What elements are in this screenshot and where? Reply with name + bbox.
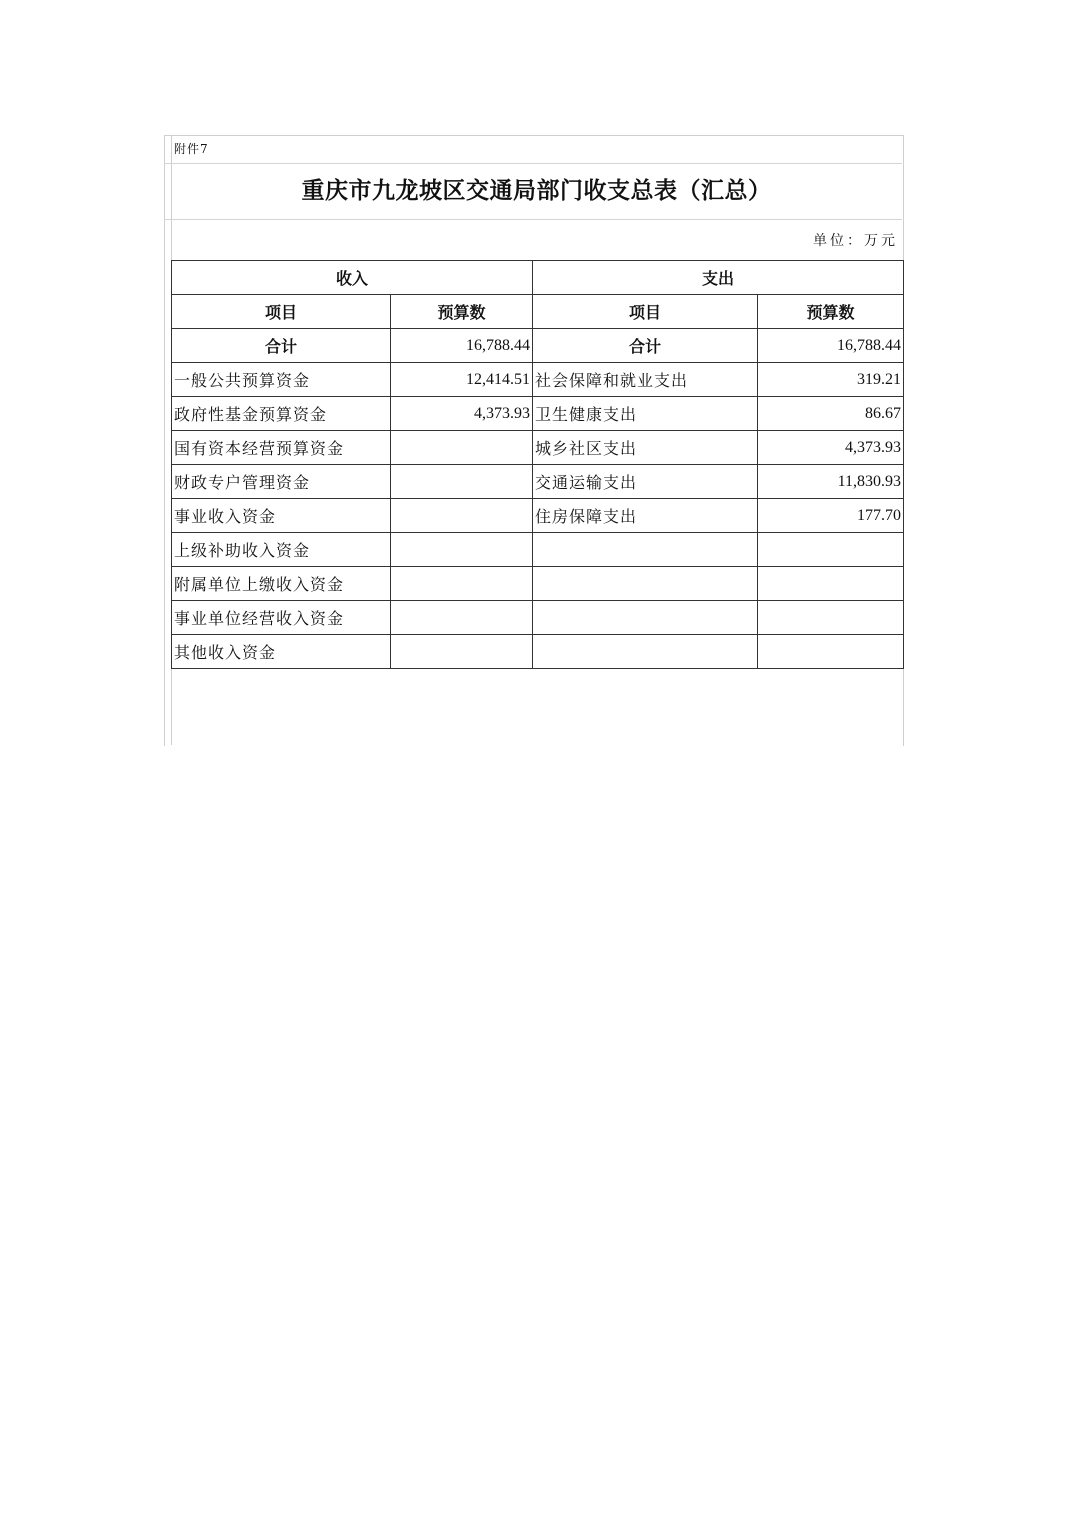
table-row [172, 465, 904, 499]
income-value [391, 533, 533, 567]
table-row [172, 397, 904, 431]
income-value [391, 499, 533, 533]
income-value: 4,373.93 [391, 397, 533, 431]
income-total-value: 16,788.44 [391, 329, 533, 363]
attachment-label: 附件7 [174, 142, 209, 156]
expense-value: 319.21 [758, 363, 904, 397]
expense-value: 177.70 [758, 499, 904, 533]
unit-label: 单位：万元 [813, 233, 898, 249]
income-value [391, 431, 533, 465]
income-item: 一般公共预算资金 [172, 363, 391, 397]
expense-item-header: 项目 [533, 295, 758, 329]
expense-value: 4,373.93 [758, 431, 904, 465]
income-item: 政府性基金预算资金 [172, 397, 391, 431]
expense-item [533, 635, 758, 669]
income-value: 12,414.51 [391, 363, 533, 397]
expense-item [533, 533, 758, 567]
income-total-label: 合计 [172, 329, 391, 363]
section-header-row [172, 261, 904, 295]
expense-value [758, 601, 904, 635]
table-row [172, 533, 904, 567]
income-item: 国有资本经营预算资金 [172, 431, 391, 465]
expense-total-label: 合计 [533, 329, 758, 363]
expense-total-value: 16,788.44 [758, 329, 904, 363]
income-value [391, 635, 533, 669]
expense-item: 交通运输支出 [533, 465, 758, 499]
total-row [172, 329, 904, 363]
page-title: 重庆市九龙坡区交通局部门收支总表（汇总） [301, 177, 772, 204]
income-item: 财政专户管理资金 [172, 465, 391, 499]
income-item: 其他收入资金 [172, 635, 391, 669]
income-value [391, 465, 533, 499]
table-row [172, 601, 904, 635]
expense-item [533, 601, 758, 635]
income-value [391, 601, 533, 635]
expense-value: 86.67 [758, 397, 904, 431]
table-row [172, 567, 904, 601]
expense-header: 支出 [533, 261, 904, 295]
income-item-header: 项目 [172, 295, 391, 329]
table-row [172, 635, 904, 669]
expense-value [758, 533, 904, 567]
income-item: 上级补助收入资金 [172, 533, 391, 567]
income-item: 事业单位经营收入资金 [172, 601, 391, 635]
expense-value [758, 635, 904, 669]
expense-value [758, 567, 904, 601]
table-row [172, 431, 904, 465]
expense-item: 城乡社区支出 [533, 431, 758, 465]
table-row [172, 363, 904, 397]
expense-value: 11,830.93 [758, 465, 904, 499]
income-value [391, 567, 533, 601]
income-budget-header: 预算数 [391, 295, 533, 329]
column-header-row [172, 295, 904, 329]
table-row [172, 499, 904, 533]
expense-item: 住房保障支出 [533, 499, 758, 533]
income-item: 事业收入资金 [172, 499, 391, 533]
expense-item [533, 567, 758, 601]
expense-item: 卫生健康支出 [533, 397, 758, 431]
budget-summary-table [171, 260, 904, 669]
grid-line [164, 163, 902, 164]
income-item: 附属单位上缴收入资金 [172, 567, 391, 601]
expense-budget-header: 预算数 [758, 295, 904, 329]
expense-item: 社会保障和就业支出 [533, 363, 758, 397]
income-header: 收入 [172, 261, 533, 295]
grid-line [164, 219, 902, 220]
